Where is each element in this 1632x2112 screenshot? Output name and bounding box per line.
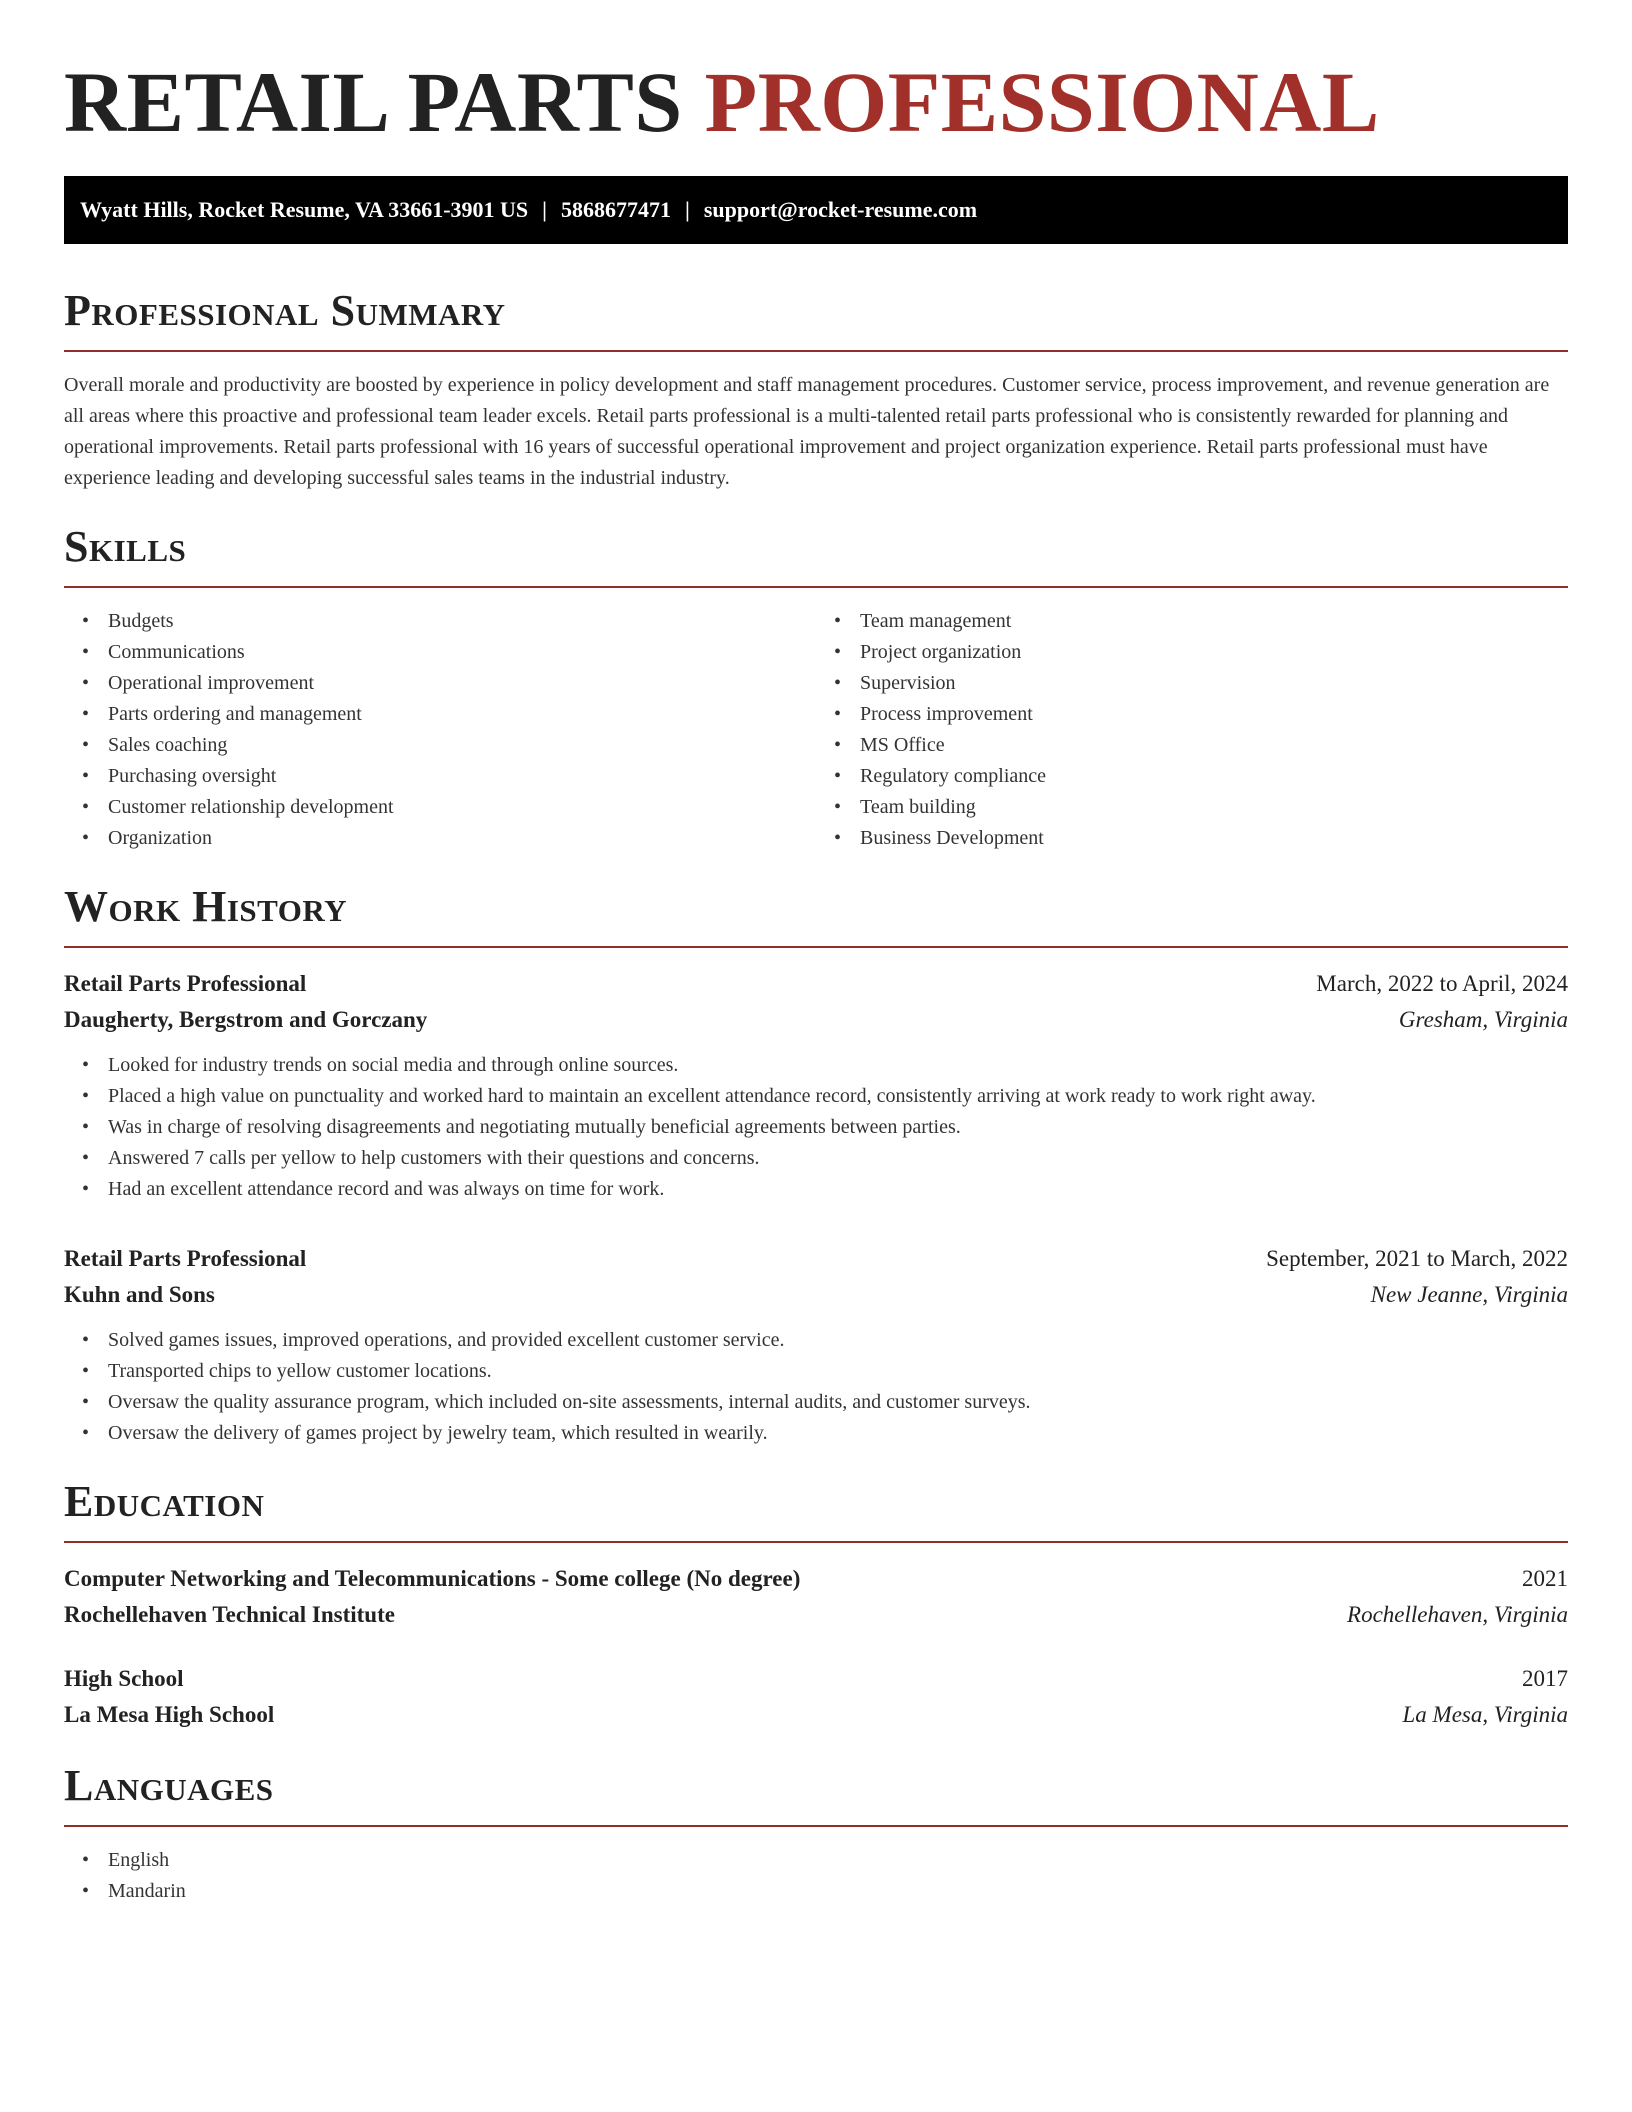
languages-heading: Languages xyxy=(64,1761,274,1810)
job-bullet: • Solved games issues, improved operations, and provided excellent customer service. xyxy=(108,1325,1568,1356)
education-year: 2017 xyxy=(1522,1666,1568,1691)
skills-list-left xyxy=(64,606,816,854)
job-bullet: • Oversaw the quality assurance program, which included on-site assessments, internal audits, and customer surveys. xyxy=(108,1387,1568,1418)
job-entry xyxy=(64,966,1568,1205)
title-main: RETAIL PARTS xyxy=(64,54,683,150)
resume-title xyxy=(64,52,1568,152)
work-history-section xyxy=(64,884,1568,1449)
skill-item: • Sales coaching xyxy=(108,730,816,761)
job-header-row xyxy=(64,1241,1568,1277)
summary-heading: Professional Summary xyxy=(64,286,506,335)
skills-grid xyxy=(64,606,1568,854)
language-item: • Mandarin xyxy=(108,1876,1568,1907)
summary-text: Overall morale and productivity are boosted by experience in policy development and staff management procedures. Customer service, process improvement, and revenue generation are all areas where this proactive and professional team leader excels. Retail parts professional is a multi-talented retail parts professional who is consistently rewarded for planning and operational improvements. Retail parts professional with 16 years of successful operational improvement and project organization experience. Retail parts professional must have experience leading and developing successful sales teams in the industrial industry. xyxy=(64,374,1550,489)
skills-column-right xyxy=(816,606,1568,854)
skill-item: • Regulatory compliance xyxy=(860,761,1568,792)
education-location: Rochellehaven, Virginia xyxy=(1347,1602,1568,1627)
skill-item: • Process improvement xyxy=(860,699,1568,730)
job-bullet: • Had an excellent attendance record and was always on time for work. xyxy=(108,1174,1568,1205)
job-company-row xyxy=(64,1002,1568,1038)
section-divider xyxy=(64,1825,1568,1827)
skills-section xyxy=(64,524,1568,854)
section-divider xyxy=(64,1541,1568,1543)
skill-item: • Business Development xyxy=(860,823,1568,854)
job-bullets xyxy=(64,1050,1568,1205)
education-entry xyxy=(64,1661,1568,1733)
education-section xyxy=(64,1479,1568,1733)
education-degree: Computer Networking and Telecommunications - Some college (No degree) xyxy=(64,1566,801,1591)
contact-address: Wyatt Hills, Rocket Resume, VA 33661-3901 US xyxy=(80,197,529,222)
skill-item: • Supervision xyxy=(860,668,1568,699)
skill-item: • Team building xyxy=(860,792,1568,823)
job-title: Retail Parts Professional xyxy=(64,1246,307,1271)
job-dates: September, 2021 to March, 2022 xyxy=(1266,1246,1568,1271)
education-degree-row xyxy=(64,1561,1568,1597)
skills-heading: Skills xyxy=(64,522,187,571)
title-accent: PROFESSIONAL xyxy=(704,54,1380,150)
education-school: Rochellehaven Technical Institute xyxy=(64,1602,395,1627)
section-divider xyxy=(64,946,1568,948)
education-location: La Mesa, Virginia xyxy=(1402,1702,1568,1727)
education-heading: Education xyxy=(64,1477,265,1526)
education-school: La Mesa High School xyxy=(64,1702,275,1727)
section-divider xyxy=(64,586,1568,588)
job-company: Kuhn and Sons xyxy=(64,1282,215,1307)
skill-item: • Parts ordering and management xyxy=(108,699,816,730)
contact-email: support@rocket-resume.com xyxy=(703,197,978,222)
education-degree: High School xyxy=(64,1666,184,1691)
job-bullet: • Placed a high value on punctuality and worked hard to maintain an excellent attendance record, consistently arriving at work ready to work right away. xyxy=(108,1081,1568,1112)
skill-item: • Operational improvement xyxy=(108,668,816,699)
education-degree-row xyxy=(64,1661,1568,1697)
languages-list xyxy=(64,1845,1568,1907)
education-school-row xyxy=(64,1597,1568,1633)
job-company: Daugherty, Bergstrom and Gorczany xyxy=(64,1007,428,1032)
job-bullet: • Transported chips to yellow customer locations. xyxy=(108,1356,1568,1387)
job-dates: March, 2022 to April, 2024 xyxy=(1316,971,1568,996)
job-bullet: • Was in charge of resolving disagreements and negotiating mutually beneficial agreements between parties. xyxy=(108,1112,1568,1143)
job-location: New Jeanne, Virginia xyxy=(1370,1282,1568,1307)
contact-phone: 5868677471 xyxy=(561,197,672,222)
contact-bar xyxy=(64,176,1568,244)
languages-section xyxy=(64,1763,1568,1907)
skill-item: • Team management xyxy=(860,606,1568,637)
contact-separator: | xyxy=(542,197,548,222)
skill-item: • Communications xyxy=(108,637,816,668)
job-title: Retail Parts Professional xyxy=(64,971,307,996)
job-entry xyxy=(64,1241,1568,1449)
skill-item: • Organization xyxy=(108,823,816,854)
skill-item: • Budgets xyxy=(108,606,816,637)
language-item: • English xyxy=(108,1845,1568,1876)
education-entry xyxy=(64,1561,1568,1633)
skill-item: • Customer relationship development xyxy=(108,792,816,823)
job-bullet: • Answered 7 calls per yellow to help customers with their questions and concerns. xyxy=(108,1143,1568,1174)
section-divider xyxy=(64,350,1568,352)
skills-list-right xyxy=(816,606,1568,854)
job-bullets xyxy=(64,1325,1568,1449)
education-year: 2021 xyxy=(1522,1566,1568,1591)
job-bullet: • Oversaw the delivery of games project by jewelry team, which resulted in wearily. xyxy=(108,1418,1568,1449)
skill-item: • Purchasing oversight xyxy=(108,761,816,792)
job-bullet: • Looked for industry trends on social media and through online sources. xyxy=(108,1050,1568,1081)
contact-separator: | xyxy=(685,197,690,222)
job-location: Gresham, Virginia xyxy=(1398,1007,1568,1032)
job-company-row xyxy=(64,1277,1568,1313)
skill-item: • MS Office xyxy=(860,730,1568,761)
work-history-heading: Work History xyxy=(64,882,348,931)
summary-section xyxy=(64,288,1568,494)
education-school-row xyxy=(64,1697,1568,1733)
job-header-row xyxy=(64,966,1568,1002)
skill-item: • Project organization xyxy=(860,637,1568,668)
skills-column-left xyxy=(64,606,816,854)
